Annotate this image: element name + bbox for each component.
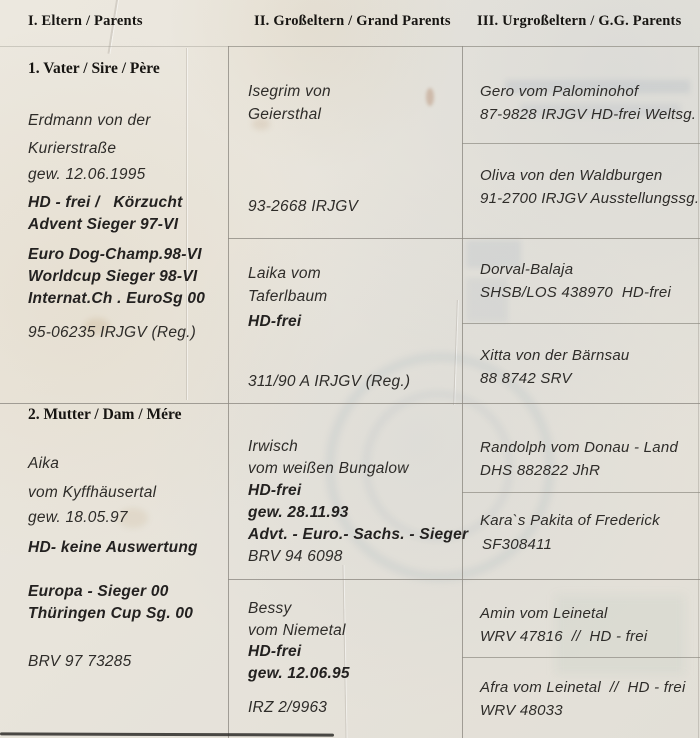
dam-title: 2. Mutter / Dam / Mére xyxy=(28,406,182,423)
dog-name-line: Oliva von den Waldburgen xyxy=(480,167,663,184)
grid-line-row xyxy=(228,579,700,580)
column-header-parents: I. Eltern / Parents xyxy=(28,13,143,29)
dog-name-line: Afra vom Leinetal // HD - frei xyxy=(480,679,686,696)
grid-line-right-border xyxy=(698,46,699,738)
dog-name-line: Kurierstraße xyxy=(28,140,117,157)
registration-number: SF308411 xyxy=(482,536,553,553)
dog-name-line: vom Kyffhäusertal xyxy=(28,484,157,501)
dog-name-line: Aika xyxy=(28,455,60,472)
dog-name-line: Taferlbaum xyxy=(248,288,328,305)
grid-line-row xyxy=(462,143,700,144)
paper-crease xyxy=(186,48,187,400)
dog-name-line: Bessy xyxy=(248,600,292,617)
registration-number: 95-06235 IRJGV (Reg.) xyxy=(28,324,197,341)
paper-crease xyxy=(342,565,346,738)
hd-status: HD-frei xyxy=(248,313,302,330)
dog-name-line: vom Niemetal xyxy=(248,622,346,639)
dog-name-line: Irwisch xyxy=(248,438,298,455)
grid-line-col2-col3 xyxy=(462,46,463,738)
dog-name-line: Laika vom xyxy=(248,265,321,282)
birth-date: gew. 18.05.97 xyxy=(28,509,128,526)
column-header-great-grandparents: III. Urgroßeltern / G.G. Parents xyxy=(477,13,682,29)
grid-line-col1-col2 xyxy=(228,46,229,738)
dog-name-line: Isegrim von xyxy=(248,83,331,100)
grid-line-header-bottom xyxy=(228,46,700,47)
grid-line-header-bottom xyxy=(0,46,228,47)
birth-date: gew. 28.11.93 xyxy=(248,504,349,521)
registration-number: BRV 94 6098 xyxy=(248,548,343,565)
registration-number: WRV 47816 // HD - frei xyxy=(480,628,648,645)
grid-line-row xyxy=(228,238,700,239)
title-line: Europa - Sieger 00 xyxy=(28,583,169,600)
registration-number: DHS 882822 JhR xyxy=(480,462,601,479)
sire-title: 1. Vater / Sire / Père xyxy=(28,60,160,77)
column-header-grandparents: II. Großeltern / Grand Parents xyxy=(254,13,451,29)
dog-name-line: Randolph vom Donau - Land xyxy=(480,439,679,456)
grid-line-row xyxy=(0,403,700,404)
title-line: Internat.Ch . EuroSg 00 xyxy=(28,290,206,307)
title-line: Worldcup Sieger 98-VI xyxy=(28,268,198,285)
registration-number: 93-2668 IRJGV xyxy=(248,198,359,215)
dog-name-line: Dorval-Balaja xyxy=(480,261,574,278)
title-line: Advent Sieger 97-VI xyxy=(28,216,179,233)
title-line: Advt. - Euro.- Sachs. - Sieger xyxy=(248,526,469,543)
registration-number: IRZ 2/9963 xyxy=(248,699,328,716)
dog-name-line: Amin vom Leinetal xyxy=(480,605,608,622)
birth-date: gew. 12.06.1995 xyxy=(28,166,146,183)
registration-number: 311/90 A IRJGV (Reg.) xyxy=(248,373,411,390)
title-line: Euro Dog-Champ.98-VI xyxy=(28,246,202,263)
dog-name-line: Geiersthal xyxy=(248,106,322,123)
birth-date: gew. 12.06.95 xyxy=(248,665,350,682)
dog-name-line: Erdmann von der xyxy=(28,112,151,129)
registration-number: BRV 97 73285 xyxy=(28,653,132,670)
registration-number: WRV 48033 xyxy=(480,702,563,719)
hd-status: HD- keine Auswertung xyxy=(28,539,198,556)
grid-line-row xyxy=(462,657,700,658)
scan-edge-line xyxy=(0,732,334,736)
grid-line-row xyxy=(462,323,700,324)
registration-number: 88 8742 SRV xyxy=(480,370,572,387)
grid-line-row xyxy=(462,492,700,493)
hd-status: HD-frei xyxy=(248,482,302,499)
dog-name-line: Kara`s Pakita of Frederick xyxy=(480,512,660,529)
dog-name-line: Xitta von der Bärnsau xyxy=(480,347,630,364)
registration-number: 91-2700 IRJGV Ausstellungssg. xyxy=(480,190,700,207)
dog-name-line: Gero vom Palominohof xyxy=(480,83,639,100)
registration-number: SHSB/LOS 438970 HD-frei xyxy=(480,284,672,301)
registration-number: 87-9828 IRJGV HD-frei Weltsg. xyxy=(480,106,697,123)
paper-stain xyxy=(426,88,434,106)
title-line: Thüringen Cup Sg. 00 xyxy=(28,605,194,622)
hd-status: HD - frei / Körzucht xyxy=(28,194,183,211)
dog-name-line: vom weißen Bungalow xyxy=(248,460,409,477)
hd-status: HD-frei xyxy=(248,643,302,660)
